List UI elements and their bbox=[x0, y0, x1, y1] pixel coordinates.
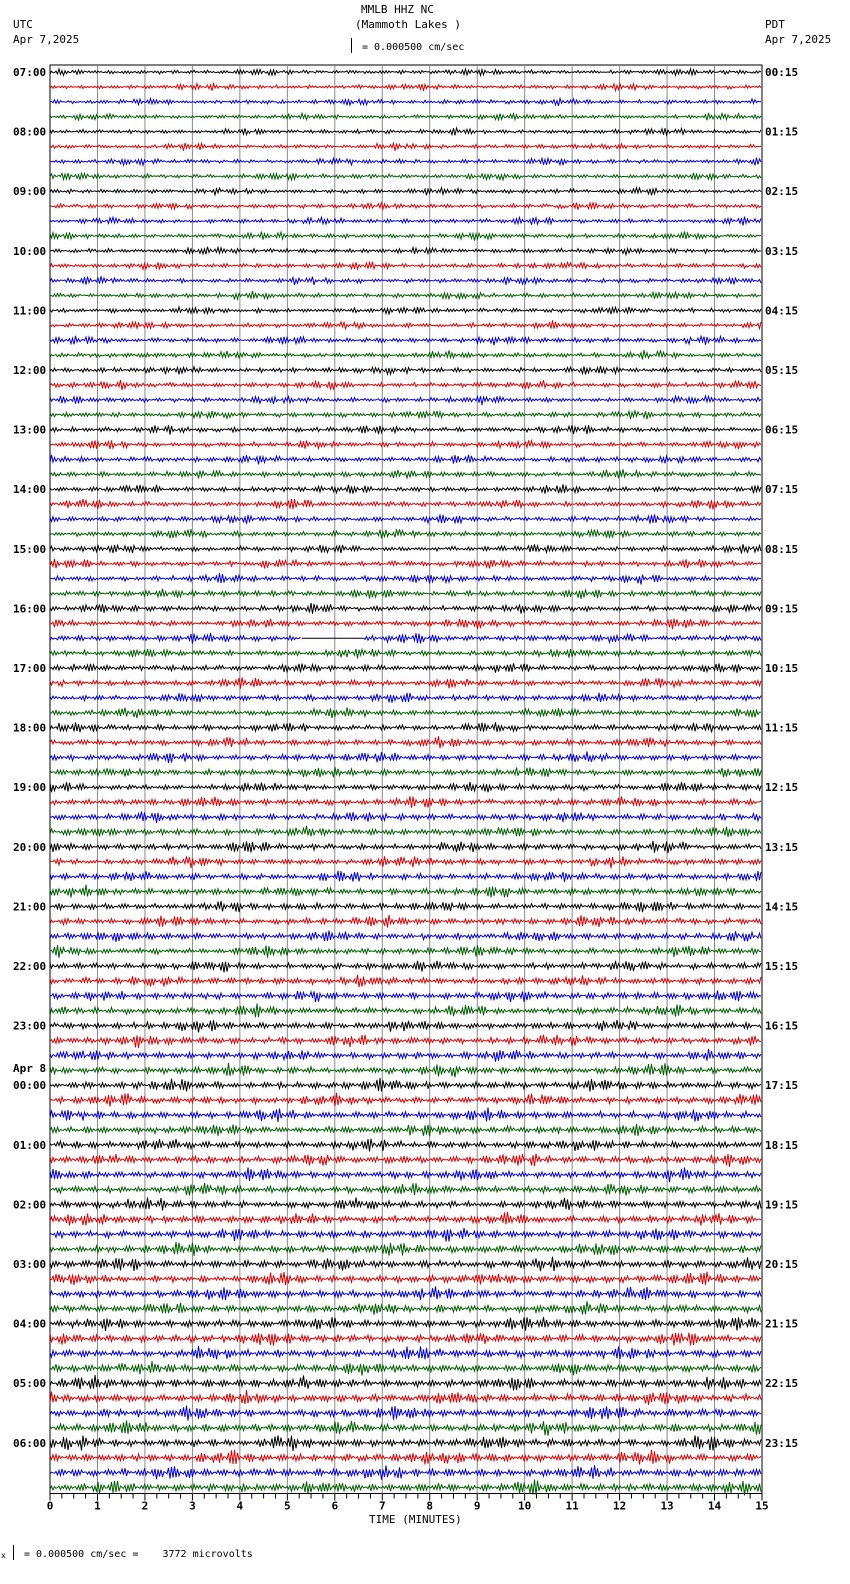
seismic-trace bbox=[50, 1004, 761, 1018]
seismic-trace bbox=[50, 603, 761, 614]
seismic-trace bbox=[50, 307, 761, 314]
pdt-hour-label: 20:15 bbox=[765, 1258, 799, 1271]
seismic-trace bbox=[50, 782, 761, 792]
utc-hour-label: 22:00 bbox=[13, 960, 47, 973]
seismic-trace bbox=[50, 1183, 761, 1196]
utc-hour-label: 03:00 bbox=[13, 1258, 47, 1271]
utc-hour-label: 01:00 bbox=[13, 1138, 47, 1152]
seismic-trace bbox=[50, 856, 761, 868]
x-tick-label: 13 bbox=[660, 1499, 674, 1513]
seismic-trace bbox=[50, 961, 761, 973]
seismic-trace bbox=[50, 1435, 761, 1451]
seismic-trace bbox=[50, 143, 761, 151]
pdt-hour-label: 08:15 bbox=[765, 542, 799, 556]
seismic-trace bbox=[50, 841, 761, 853]
seismic-trace bbox=[50, 901, 761, 912]
seismic-trace bbox=[50, 529, 761, 538]
seismic-trace bbox=[50, 291, 761, 299]
x-tick-label: 3 bbox=[189, 1499, 196, 1513]
pdt-hour-label: 17:15 bbox=[765, 1079, 799, 1093]
seismic-trace bbox=[50, 767, 761, 777]
x-tick-label: 4 bbox=[236, 1499, 244, 1513]
pdt-hour-label: 03:15 bbox=[765, 244, 799, 258]
seismic-trace bbox=[50, 1228, 761, 1241]
seismic-trace bbox=[50, 380, 761, 390]
pdt-hour-label: 19:15 bbox=[765, 1198, 799, 1212]
seismic-trace bbox=[50, 663, 761, 672]
pdt-hour-label: 05:15 bbox=[765, 364, 799, 377]
seismic-trace bbox=[50, 411, 761, 419]
utc-hour-label: 10:00 bbox=[13, 244, 47, 258]
seismic-trace bbox=[50, 440, 761, 449]
utc-hour-label: 07:00 bbox=[13, 66, 47, 79]
seismic-trace bbox=[50, 1361, 761, 1375]
x-tick-label: 2 bbox=[141, 1499, 149, 1513]
utc-hour-label: 13:00 bbox=[13, 423, 47, 437]
seismic-trace bbox=[50, 455, 761, 465]
pdt-hour-label: 18:15 bbox=[765, 1138, 799, 1152]
seismic-trace bbox=[50, 1286, 761, 1300]
seismic-trace bbox=[50, 1317, 761, 1331]
seismic-trace bbox=[50, 1093, 761, 1107]
seismic-trace bbox=[50, 1406, 761, 1421]
seismic-trace bbox=[50, 99, 761, 106]
x-tick-label: 9 bbox=[473, 1499, 481, 1513]
location-title: (Mammoth Lakes ) bbox=[355, 18, 461, 31]
station-title: MMLB HHZ NC bbox=[361, 3, 434, 16]
right-timezone: PDT bbox=[765, 18, 785, 31]
pdt-hour-label: 15:15 bbox=[765, 960, 799, 973]
pdt-hour-label: 06:15 bbox=[765, 423, 799, 437]
seismic-trace bbox=[50, 559, 761, 569]
seismic-trace bbox=[50, 231, 761, 240]
seismic-trace bbox=[50, 752, 761, 764]
seismic-trace bbox=[50, 1465, 761, 1480]
seismic-trace bbox=[50, 1375, 761, 1390]
seismic-trace bbox=[50, 1333, 761, 1346]
seismic-trace bbox=[50, 320, 761, 328]
seismic-trace bbox=[50, 573, 761, 584]
utc-hour-label: 00:00 bbox=[13, 1079, 47, 1093]
pdt-hour-label: 12:15 bbox=[765, 781, 799, 795]
utc-hour-label: 12:00 bbox=[13, 364, 47, 377]
seismic-trace bbox=[50, 499, 761, 509]
pdt-hour-label: 13:15 bbox=[765, 840, 799, 854]
seismic-trace bbox=[50, 1167, 761, 1182]
x-tick-label: 10 bbox=[518, 1499, 532, 1513]
seismic-trace bbox=[50, 1346, 761, 1359]
utc-hour-label: 04:00 bbox=[13, 1317, 47, 1331]
seismic-trace bbox=[50, 173, 761, 180]
footer-prefix: x bbox=[1, 1551, 6, 1560]
utc-hour-label: 14:00 bbox=[13, 483, 47, 497]
x-tick-label: 1 bbox=[94, 1499, 101, 1513]
right-date: Apr 7,2025 bbox=[765, 33, 832, 46]
seismic-trace bbox=[50, 722, 761, 732]
seismic-trace bbox=[50, 1139, 761, 1152]
seismic-trace bbox=[50, 1035, 761, 1048]
seismic-trace bbox=[50, 1257, 761, 1272]
footer-scale-bar-icon bbox=[13, 1545, 14, 1560]
seismic-trace bbox=[50, 1301, 761, 1315]
seismic-trace bbox=[50, 469, 761, 478]
seismic-trace bbox=[50, 1020, 761, 1033]
seismic-trace bbox=[50, 247, 761, 255]
pdt-hour-label: 07:15 bbox=[765, 483, 799, 497]
left-timezone: UTC bbox=[13, 18, 33, 31]
footer-scale-note: = 0.000500 cm/sec = 3772 microvolts bbox=[24, 1549, 253, 1560]
seismic-trace bbox=[50, 1242, 761, 1256]
seismic-trace bbox=[50, 84, 761, 91]
seismic-trace bbox=[50, 796, 761, 808]
pdt-hour-label: 09:15 bbox=[765, 602, 799, 616]
seismic-trace bbox=[50, 336, 761, 345]
pdt-hour-label: 04:15 bbox=[765, 304, 799, 318]
pdt-hour-label: 11:15 bbox=[765, 721, 799, 735]
pdt-hour-label: 21:15 bbox=[765, 1317, 799, 1331]
seismic-trace bbox=[50, 589, 761, 599]
seismic-trace bbox=[50, 633, 761, 644]
seismic-trace bbox=[50, 514, 761, 523]
utc-hour-label: 20:00 bbox=[13, 840, 47, 854]
seismic-trace bbox=[50, 1124, 761, 1136]
seismic-trace bbox=[50, 544, 761, 553]
seismic-trace bbox=[50, 1063, 761, 1077]
scale-label: = 0.000500 cm/sec bbox=[362, 42, 465, 53]
x-tick-label: 8 bbox=[426, 1499, 434, 1513]
seismic-trace bbox=[50, 885, 761, 898]
seismic-trace bbox=[50, 649, 761, 658]
seismic-trace bbox=[50, 677, 761, 688]
utc-hour-label: 15:00 bbox=[13, 542, 47, 556]
seismic-trace bbox=[50, 276, 761, 285]
seismic-trace bbox=[50, 202, 761, 209]
x-tick-label: 0 bbox=[46, 1499, 54, 1513]
utc-hour-label: 18:00 bbox=[13, 721, 47, 735]
seismic-trace bbox=[50, 736, 761, 748]
pdt-hour-label: 00:15 bbox=[765, 66, 799, 79]
seismic-trace bbox=[50, 1450, 761, 1465]
seismic-trace bbox=[50, 871, 761, 882]
left-date: Apr 7,2025 bbox=[13, 33, 80, 46]
utc-hour-label: 08:00 bbox=[13, 125, 47, 139]
pdt-hour-label: 16:15 bbox=[765, 1019, 799, 1033]
x-tick-label: 14 bbox=[707, 1499, 722, 1513]
seismic-trace bbox=[50, 619, 761, 629]
seismic-trace bbox=[50, 826, 761, 837]
seismic-trace bbox=[50, 990, 761, 1002]
seismic-trace bbox=[50, 1197, 761, 1210]
seismic-trace bbox=[50, 1212, 761, 1226]
seismic-trace bbox=[50, 217, 761, 226]
x-tick-label: 12 bbox=[612, 1499, 627, 1513]
seismic-trace bbox=[50, 158, 761, 166]
seismic-trace bbox=[50, 693, 761, 703]
seismic-trace bbox=[50, 1108, 761, 1123]
x-axis-label: TIME (MINUTES) bbox=[369, 1513, 462, 1526]
utc-hour-label: 02:00 bbox=[13, 1198, 47, 1212]
seismic-trace bbox=[50, 425, 761, 434]
utc-hour-label: 23:00 bbox=[13, 1019, 47, 1033]
utc-hour-label: 06:00 bbox=[13, 1436, 47, 1450]
seismic-trace bbox=[50, 1272, 761, 1285]
seismic-trace bbox=[50, 188, 761, 196]
utc-hour-label: 16:00 bbox=[13, 602, 47, 616]
seismic-trace bbox=[50, 69, 761, 76]
seismic-trace bbox=[50, 707, 761, 718]
x-tick-label: 7 bbox=[378, 1499, 386, 1513]
pdt-hour-label: 10:15 bbox=[765, 662, 799, 675]
seismic-trace bbox=[50, 1049, 761, 1062]
seismic-trace bbox=[50, 1390, 761, 1405]
seismic-trace bbox=[50, 262, 761, 269]
pdt-hour-label: 22:15 bbox=[765, 1377, 799, 1391]
pdt-hour-label: 14:15 bbox=[765, 900, 799, 914]
seismic-trace bbox=[50, 113, 761, 120]
x-tick-label: 15 bbox=[755, 1499, 769, 1513]
seismic-trace bbox=[50, 128, 761, 135]
pdt-hour-label: 23:15 bbox=[765, 1436, 799, 1450]
pdt-hour-label: 01:15 bbox=[765, 125, 799, 139]
utc-hour-label: 11:00 bbox=[13, 304, 47, 318]
seismic-trace bbox=[50, 1154, 761, 1167]
seismic-trace bbox=[50, 484, 761, 493]
seismic-trace bbox=[50, 915, 761, 928]
date-change-label: Apr 8 bbox=[13, 1062, 47, 1076]
seismic-trace bbox=[50, 945, 761, 958]
seismic-trace bbox=[50, 350, 761, 359]
x-tick-label: 5 bbox=[284, 1499, 291, 1513]
pdt-hour-label: 02:15 bbox=[765, 185, 799, 199]
seismic-trace bbox=[50, 931, 761, 942]
seismic-trace bbox=[50, 396, 761, 405]
utc-hour-label: 05:00 bbox=[13, 1377, 47, 1391]
seismic-trace bbox=[50, 366, 761, 374]
utc-hour-label: 09:00 bbox=[13, 185, 47, 199]
seismic-trace bbox=[50, 975, 761, 987]
seismic-trace bbox=[50, 1078, 761, 1091]
seismic-trace bbox=[50, 811, 761, 823]
seismic-trace bbox=[50, 1420, 761, 1435]
x-tick-label: 6 bbox=[331, 1499, 339, 1513]
utc-hour-label: 17:00 bbox=[13, 662, 47, 675]
utc-hour-label: 21:00 bbox=[13, 900, 47, 914]
utc-hour-label: 19:00 bbox=[13, 781, 47, 795]
x-tick-label: 11 bbox=[565, 1499, 579, 1513]
